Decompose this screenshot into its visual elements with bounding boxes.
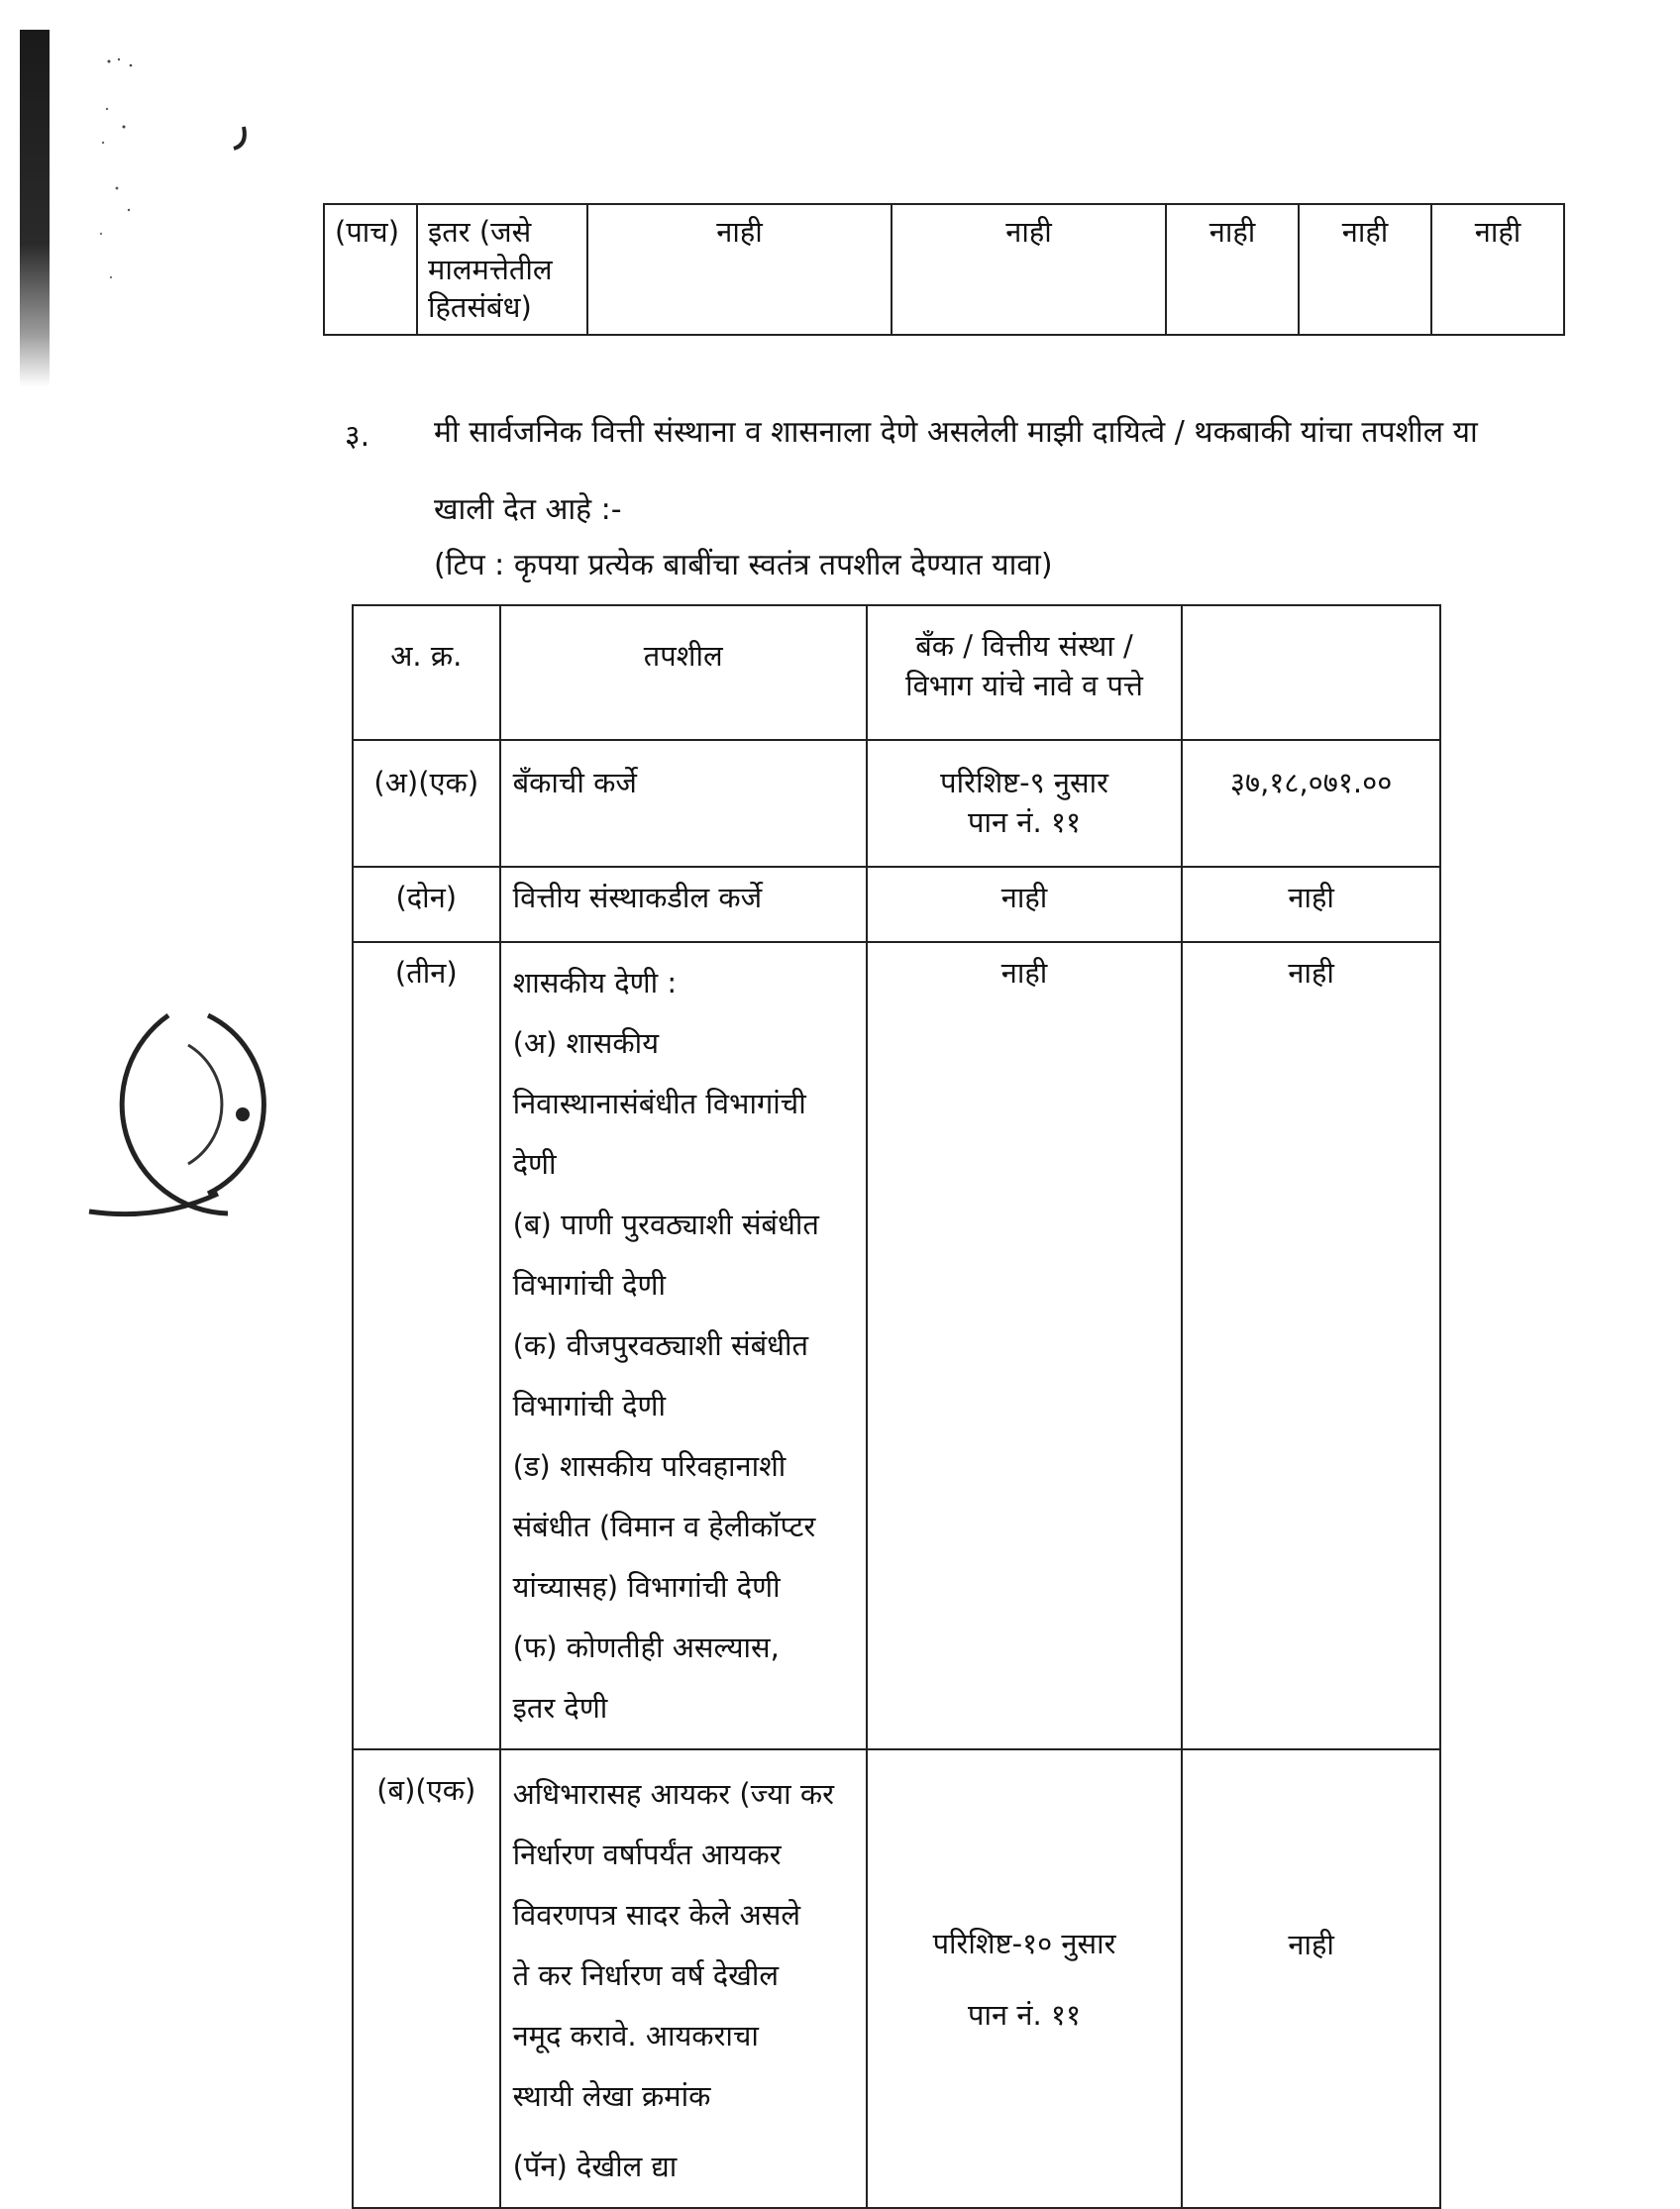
detail-line: इतर (जसे xyxy=(428,215,532,249)
detail-line: संबंधीत (विमान व हेलीकॉप्टर xyxy=(512,1510,816,1543)
value-cell: नाही xyxy=(1431,204,1564,335)
table-row xyxy=(353,942,1440,1749)
serial-cell: (पाच) xyxy=(324,204,417,335)
detail-line: (फ) कोणतीही असल्यास, xyxy=(512,1630,780,1664)
detail-line: (ब) पाणी पुरवठ्याशी संबंधीत xyxy=(512,1208,819,1241)
value-cell: नाही xyxy=(587,204,892,335)
detail-line: निर्धारण वर्षापर्यंत आयकर xyxy=(512,1838,782,1871)
detail-line: इतर देणी xyxy=(512,1691,608,1725)
detail-line: स्थायी लेखा क्रमांक xyxy=(512,2079,711,2113)
header-serial: अ. क्र. xyxy=(353,605,500,740)
detail-line: ते कर निर्धारण वर्ष देखील xyxy=(512,1958,780,1992)
header-amount xyxy=(1182,605,1440,740)
line-gap xyxy=(513,2127,854,2137)
row-detail: बँकाची कर्जे xyxy=(500,740,867,867)
table-row xyxy=(353,1749,1440,2208)
row-serial: (ब)(एक) xyxy=(353,1749,500,2208)
bank-line: परिशिष्ट-९ नुसार xyxy=(940,766,1108,799)
row-amount: नाही xyxy=(1182,1749,1440,2208)
row-serial: (दोन) xyxy=(353,867,500,942)
liabilities-table xyxy=(352,604,1441,2209)
row-detail: वित्तीय संस्थाकडील कर्जे xyxy=(500,867,867,942)
row-bank: नाही xyxy=(867,867,1182,942)
detail-line: (पॅन) देखील द्या xyxy=(512,2150,678,2183)
clause-text: मी सार्वजनिक वित्ती संस्थाना व शासनाला देणे असलेली माझी दायित्वे / थकबाकी यांचा तपशील या खाली देत आहे :- xyxy=(434,415,1478,527)
bank-line: पान नं. ११ xyxy=(968,1997,1082,2032)
table-row xyxy=(353,867,1440,942)
table-header-row xyxy=(353,605,1440,740)
value-cell: नाही xyxy=(1166,204,1299,335)
bank-line: पान नं. ११ xyxy=(968,805,1082,839)
row-amount: नाही xyxy=(1182,942,1440,1749)
header-detail: तपशील xyxy=(500,605,867,740)
row-detail xyxy=(500,942,867,1749)
detail-line: नमूद करावे. आयकराचा xyxy=(512,2019,759,2052)
assets-table-continuation xyxy=(323,203,1565,336)
row-bank: नाही xyxy=(867,942,1182,1749)
detail-line: विभागांची देणी xyxy=(512,1268,666,1302)
value-cell: नाही xyxy=(892,204,1166,335)
value-cell: नाही xyxy=(1299,204,1431,335)
detail-line: शासकीय देणी : xyxy=(512,966,678,999)
row-serial: (तीन) xyxy=(353,942,500,1749)
table-row xyxy=(353,740,1440,867)
header-bank: बँक / वित्तीय संस्था / विभाग यांचे नावे व पत्ते xyxy=(867,605,1182,740)
detail-line: विभागांची देणी xyxy=(512,1389,666,1422)
row-serial: (अ)(एक) xyxy=(353,740,500,867)
table-row xyxy=(324,204,1564,335)
row-amount: नाही xyxy=(1182,867,1440,942)
detail-line: देणी xyxy=(512,1147,557,1181)
detail-cell xyxy=(417,204,587,335)
row-bank xyxy=(867,740,1182,867)
detail-line: निवास्थानासंबंधीत विभागांची xyxy=(512,1087,806,1120)
detail-line: यांच्यासह) विभागांची देणी xyxy=(512,1570,781,1604)
clause-note: (टिप : कृपया प्रत्येक बाबींचा स्वतंत्र तपशील देण्यात यावा) xyxy=(434,548,1053,582)
detail-line: हितसंबंध) xyxy=(428,290,532,324)
bank-line: परिशिष्ट-१० नुसार xyxy=(932,1926,1116,1960)
detail-line: अधिभारासह आयकर (ज्या कर xyxy=(512,1777,834,1811)
detail-line: मालमत्तेतील xyxy=(428,253,553,286)
office-stamp-partial xyxy=(69,996,287,1233)
detail-line: विवरणपत्र सादर केले असले xyxy=(512,1898,801,1932)
detail-line: (क) वीजपुरवठ्याशी संबंधीत xyxy=(512,1328,809,1362)
clause-number: ३. xyxy=(345,419,370,454)
row-detail xyxy=(500,1749,867,2208)
row-bank xyxy=(867,1749,1182,2208)
detail-line: (ड) शासकीय परिवहानाशी xyxy=(512,1449,787,1483)
scan-specks xyxy=(89,40,287,337)
row-amount: ३७,१८,०७१.०० xyxy=(1182,740,1440,867)
scan-edge-shadow xyxy=(20,30,50,386)
detail-line: (अ) शासकीय xyxy=(512,1026,660,1060)
